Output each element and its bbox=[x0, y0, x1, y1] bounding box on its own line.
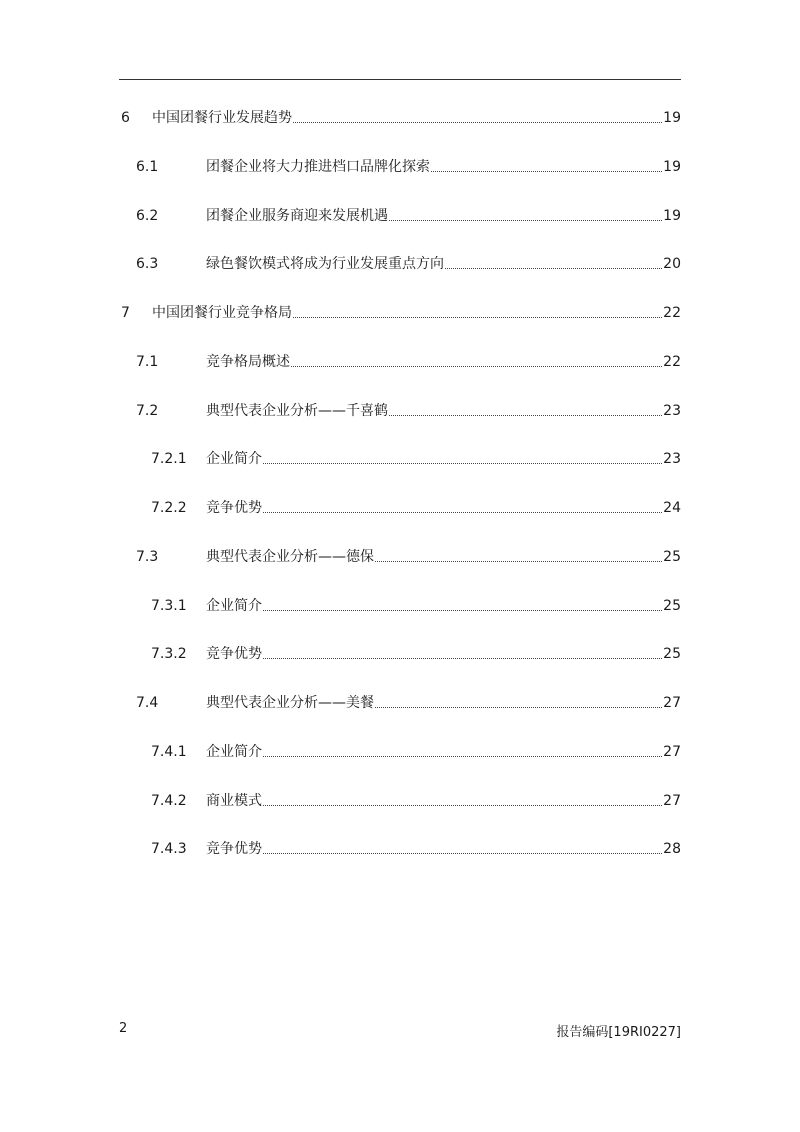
toc-leader-dots bbox=[263, 839, 662, 854]
toc-entry[interactable] bbox=[0, 498, 800, 518]
toc-leader-dots bbox=[263, 644, 662, 659]
toc-entry[interactable] bbox=[0, 108, 800, 128]
toc-entry-page: 24 bbox=[663, 500, 681, 516]
toc-entry-title: 竞争优势 bbox=[206, 646, 262, 663]
toc-entry-page: 28 bbox=[663, 841, 681, 858]
toc-entry-title: 企业简介 bbox=[206, 743, 262, 760]
toc-entry[interactable] bbox=[0, 352, 800, 372]
toc-leader-dots bbox=[291, 352, 662, 367]
toc-entry-title: 典型代表企业分析——德保 bbox=[206, 548, 374, 565]
toc-entry-number: 7.3.2 bbox=[151, 646, 187, 663]
toc-entry[interactable] bbox=[0, 791, 800, 811]
toc-entry-title: 典型代表企业分析——美餐 bbox=[206, 695, 374, 711]
toc-leader-dots bbox=[389, 401, 662, 416]
toc-entry[interactable] bbox=[0, 254, 800, 274]
toc-entry[interactable] bbox=[0, 839, 800, 859]
toc-entry-page: 19 bbox=[663, 158, 681, 175]
toc-leader-dots bbox=[263, 791, 662, 806]
toc-entry-page: 25 bbox=[663, 548, 681, 565]
toc-leader-dots bbox=[263, 742, 662, 757]
toc-entry-title: 团餐企业将大力推进档口品牌化探索 bbox=[206, 158, 430, 175]
toc-entry-page: 25 bbox=[663, 646, 681, 663]
toc-entry-title: 中国团餐行业竞争格局 bbox=[152, 305, 292, 321]
toc-entry[interactable] bbox=[0, 742, 800, 762]
toc-entry-title: 典型代表企业分析——千喜鹤 bbox=[206, 402, 388, 419]
toc-entry[interactable] bbox=[0, 644, 800, 664]
toc-entry-number: 6.2 bbox=[136, 207, 159, 224]
toc-leader-dots bbox=[445, 254, 662, 269]
toc-entry-page: 27 bbox=[663, 792, 681, 809]
toc-entry-page: 27 bbox=[663, 743, 681, 760]
toc-leader-dots bbox=[389, 206, 662, 221]
header-rule bbox=[119, 79, 681, 80]
toc-entry-number: 7.3 bbox=[136, 548, 159, 565]
toc-leader-dots bbox=[293, 108, 662, 123]
toc-entry-page: 27 bbox=[663, 695, 681, 711]
toc-entry-title: 绿色餐饮模式将成为行业发展重点方向 bbox=[206, 256, 444, 273]
toc-entry-number: 7.4.3 bbox=[151, 841, 187, 858]
toc-leader-dots bbox=[375, 547, 662, 562]
toc-entry-number: 6 bbox=[121, 110, 130, 126]
toc-entry-page: 23 bbox=[663, 451, 681, 468]
toc-entry-page: 22 bbox=[663, 353, 681, 370]
toc-leader-dots bbox=[375, 693, 662, 708]
toc-entry[interactable] bbox=[0, 596, 800, 616]
toc-entry-number: 7.3.1 bbox=[151, 597, 187, 614]
toc-entry[interactable] bbox=[0, 693, 800, 713]
toc-entry[interactable] bbox=[0, 206, 800, 226]
toc-entry-number: 7.4 bbox=[136, 695, 159, 711]
toc-entry-page: 25 bbox=[663, 597, 681, 614]
toc-entry-title: 企业简介 bbox=[206, 451, 262, 468]
toc-entry-number: 6.3 bbox=[136, 256, 159, 273]
toc-entry-page: 22 bbox=[663, 305, 681, 321]
toc-entry-number: 7.2.2 bbox=[151, 500, 187, 516]
toc-leader-dots bbox=[263, 449, 662, 464]
toc-entry-title: 中国团餐行业发展趋势 bbox=[152, 110, 292, 126]
toc-leader-dots bbox=[431, 157, 662, 172]
toc-entry-title: 商业模式 bbox=[206, 792, 262, 809]
toc-leader-dots bbox=[263, 498, 662, 513]
toc-entry-number: 7.2 bbox=[136, 402, 159, 419]
toc-leader-dots bbox=[263, 596, 662, 611]
toc-entry-title: 竞争优势 bbox=[206, 500, 262, 516]
toc-entry-title: 竞争格局概述 bbox=[206, 353, 290, 370]
toc-entry-title: 竞争优势 bbox=[206, 841, 262, 858]
toc-leader-dots bbox=[293, 303, 662, 318]
toc-entry-number: 7.2.1 bbox=[151, 451, 187, 468]
toc-entry-number: 7.4.1 bbox=[151, 743, 187, 760]
toc-entry-title: 企业简介 bbox=[206, 597, 262, 614]
toc-entry-number: 6.1 bbox=[136, 158, 159, 175]
toc-entry-number: 7 bbox=[121, 305, 130, 321]
toc-entry[interactable] bbox=[0, 401, 800, 421]
footer-page-number: 2 bbox=[119, 1021, 128, 1036]
toc-entry-page: 19 bbox=[663, 207, 681, 224]
footer-report-code: 报告编码[19RI0227] bbox=[556, 1025, 681, 1040]
toc-entry[interactable] bbox=[0, 303, 800, 323]
toc-entry-page: 23 bbox=[663, 402, 681, 419]
toc-entry-title: 团餐企业服务商迎来发展机遇 bbox=[206, 207, 388, 224]
toc-entry-page: 19 bbox=[663, 110, 681, 126]
toc-entry-page: 20 bbox=[663, 256, 681, 273]
toc-entry-number: 7.1 bbox=[136, 353, 159, 370]
toc-entry[interactable] bbox=[0, 157, 800, 177]
toc-entry[interactable] bbox=[0, 449, 800, 469]
toc-entry[interactable] bbox=[0, 547, 800, 567]
toc-entry-number: 7.4.2 bbox=[151, 792, 187, 809]
